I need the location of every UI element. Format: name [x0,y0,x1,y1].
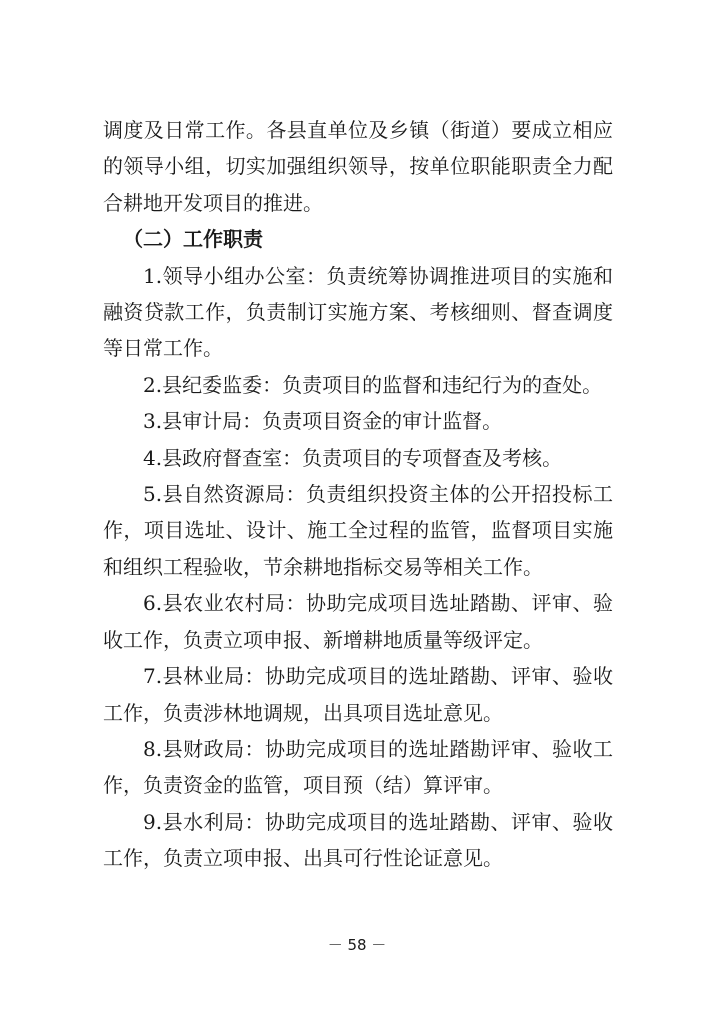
list-item: 2.县纪委监委：负责项目的监督和违纪行为的查处。 [143,372,603,397]
list-item: 8.县财政局：协助完成项目的选址踏勘评审、验收工作，负责资金的监管，项目预（结）算评审。 [103,736,613,798]
list-item: 7.县林业局：协助完成项目的选址踏勘、评审、验收工作，负责涉林地调规，出具项目选址意见。 [103,664,613,725]
list-item: 9.县水利局：协助完成项目的选址踏勘、评审、验收工作，负责立项申报、出具可行性论证意见。 [103,809,613,871]
list-item: 3.县审计局：负责项目资金的审计监督。 [143,409,503,434]
list-item: 6.县农业农村局：协助完成项目选址踏勘、评审、验收工作，负责立项申报、新增耕地质量等级评定。 [103,591,613,652]
list-item: 5.县自然资源局：负责组织投资主体的公开招投标工作，项目选址、设计、施工全过程的监管，监督项目实施和组织工程验收，节余耕地指标交易等相关工作。 [103,482,613,579]
list-item: 4.县政府督查室：负责项目的专项督查及考核。 [143,445,563,470]
page-content [103,112,613,877]
page-number: － 58 － [327,936,387,954]
opening-paragraph: 调度及日常工作。各县直单位及乡镇（街道）要成立相应的领导小组，切实加强组织领导，按单位职能职责全力配合耕地开发项目的推进。 [103,118,613,215]
section-heading: （二）工作职责 [123,227,263,252]
list-item: 1.领导小组办公室：负责统筹协调推进项目的实施和融资贷款工作，负责制订实施方案、考核细则、督查调度等日常工作。 [103,263,613,361]
